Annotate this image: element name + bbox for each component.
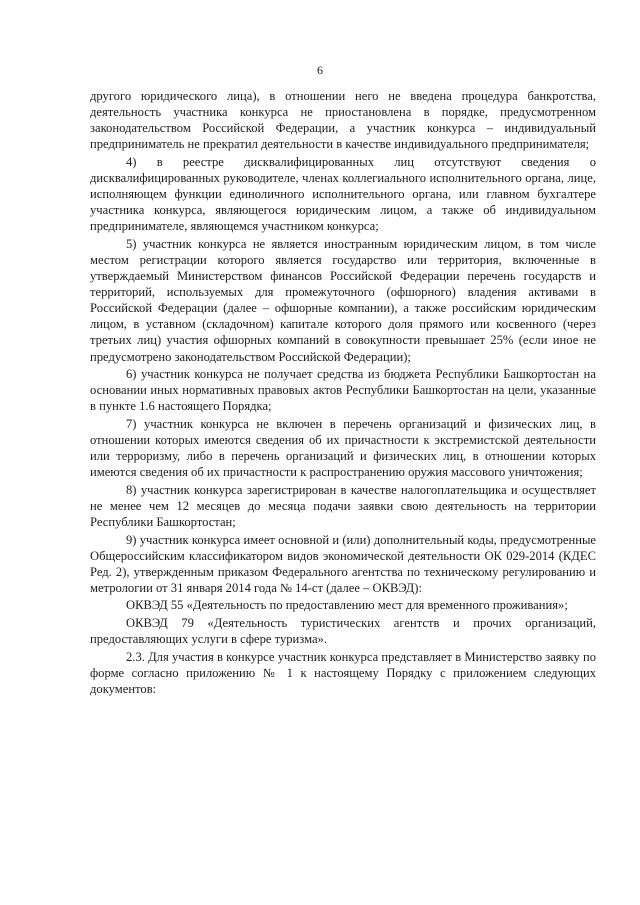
page-number: 6 bbox=[317, 63, 323, 77]
paragraph-item-8: 8) участник конкурса зарегистрирован в качестве налогоплательщика и осуществляет не менее чем 12 месяцев до месяца подачи заявки свою деятельность на территории Республики Башкортостан; bbox=[90, 482, 596, 529]
paragraph-okved-55: ОКВЭД 55 «Деятельность по предоставлению мест для временного проживания»; bbox=[126, 598, 568, 613]
paragraph-section-2-3: 2.3. Для участия в конкурсе участник конкурса представляет в Министерство заявку по форме согласно приложению № 1 к настоящему Порядку с приложением следующих документов: bbox=[90, 649, 596, 696]
document-body bbox=[90, 88, 596, 698]
paragraph-item-4: 4) в реестре дисквалифицированных лиц отсутствуют сведения о дисквалифицированных руководителе, членах коллегиального исполнительного органа, лице, исполняющем функции единоличного исполнительного органа, или главном бухгалтере участника конкурса, являющегося юридическим лицом, а также об индивидуальном предпринимателе, являющемся участником конкурса; bbox=[90, 154, 596, 234]
paragraph-item-6: 6) участник конкурса не получает средства из бюджета Республики Башкортостан на основании иных нормативных правовых актов Республики Башкортостан на цели, указанные в пункте 1.6 настоящего Порядка; bbox=[90, 367, 596, 414]
paragraph-okved-79: ОКВЭД 79 «Деятельность туристических агентств и прочих организаций, предоставляющих услуги в сфере туризма». bbox=[90, 616, 596, 647]
paragraph-continuation: другого юридического лица), в отношении него не введена процедура банкротства, деятельность участника конкурса не приостановлена в порядке, предусмотренном законодательством Российской Федерации, а участник конкурса – индивидуальный предприниматель не прекратил деятельности в качестве индивидуального предпринимателя; bbox=[90, 89, 596, 152]
paragraph-item-5: 5) участник конкурса не является иностранным юридическим лицом, в том числе местом регистрации которого является государство или территория, включенные в утверждаемый Министерством финансов Российской Федерации перечень государств и территорий, используемых для промежуточного (офшорного) владения активами в Российской Федерации (далее – офшорные компании), а также российским юридическим лицом, в уставном (складочном) капитале которого доля прямого или косвенного (через третьих лиц) участия офшорных компаний в совокупности превышает 25% (если иное не предусмотрено законодательством Российской Федерации); bbox=[90, 236, 596, 364]
paragraph-item-9: 9) участник конкурса имеет основной и (или) дополнительный коды, предусмотренные Общероссийским классификатором видов экономической деятельности ОК 029-2014 (КДЕС Ред. 2), утвержденным приказом Федерального агентства по техническому регулированию и метрологии от 31 января 2014 года № 14-ст (далее – ОКВЭД): bbox=[90, 532, 596, 595]
paragraph-item-7: 7) участник конкурса не включен в перечень организаций и физических лиц, в отношении которых имеются сведения об их причастности к экстремистской деятельности или терроризму, либо в перечень организаций и физических лиц, в отношении которых имеются сведения об их причастности к распространению оружия массового уничтожения; bbox=[90, 416, 596, 480]
